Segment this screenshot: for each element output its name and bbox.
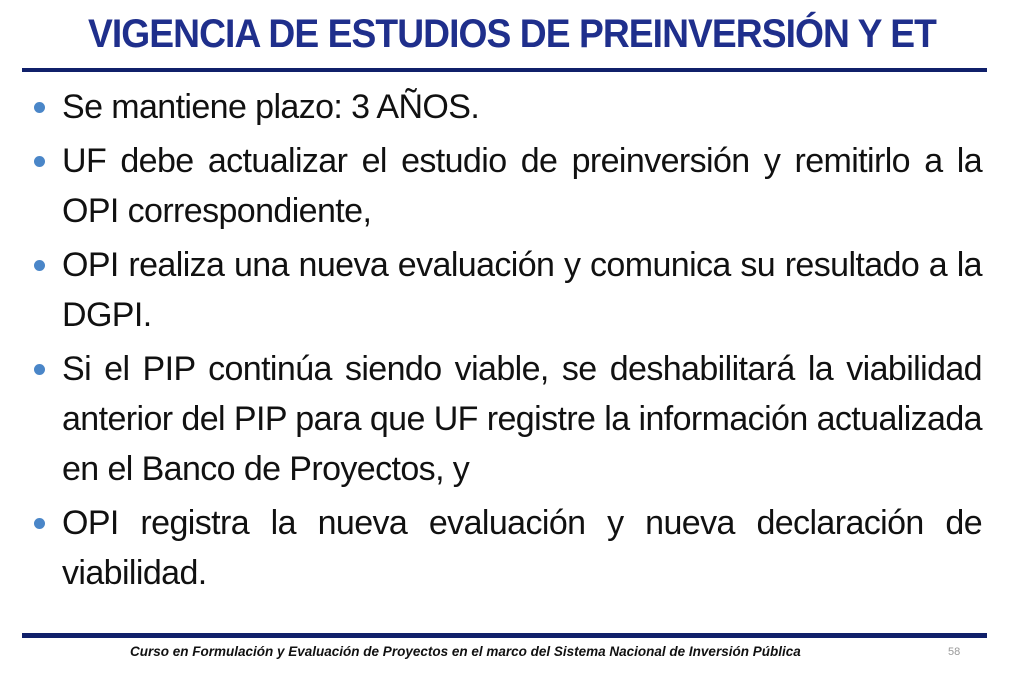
list-item (34, 344, 982, 494)
bullet-text: Se mantiene plazo: 3 AÑOS. (62, 88, 480, 126)
bullet-dot-icon (34, 156, 45, 167)
bullet-text: OPI realiza una nueva evaluación y comunica su resultado a la DGPI. (62, 246, 982, 334)
course-footer: Curso en Formulación y Evaluación de Proyectos en el marco del Sistema Nacional de Inversión Pública (130, 644, 801, 659)
bullet-dot-icon (34, 364, 45, 375)
bullet-dot-icon (34, 260, 45, 271)
footer-divider (22, 633, 987, 638)
title-divider (22, 68, 987, 72)
bullet-dot-icon (34, 102, 45, 113)
list-item (34, 136, 982, 236)
bullet-list (34, 82, 982, 602)
bullet-dot-icon (34, 518, 45, 529)
page-number: 58 (948, 646, 961, 658)
bullet-text: UF debe actualizar el estudio de preinversión y remitirlo a la OPI correspondiente, (62, 142, 982, 230)
slide-title: VIGENCIA DE ESTUDIOS DE PREINVERSIÓN Y ET (88, 12, 936, 56)
bullet-text: Si el PIP continúa siendo viable, se deshabilitará la viabilidad anterior del PIP para que UF registre la información actualizada en el Banco de Proyectos, y (62, 350, 982, 488)
list-item (34, 240, 982, 340)
list-item (34, 498, 982, 598)
bullet-text: OPI registra la nueva evaluación y nueva declaración de viabilidad. (62, 504, 982, 592)
list-item (34, 82, 982, 132)
